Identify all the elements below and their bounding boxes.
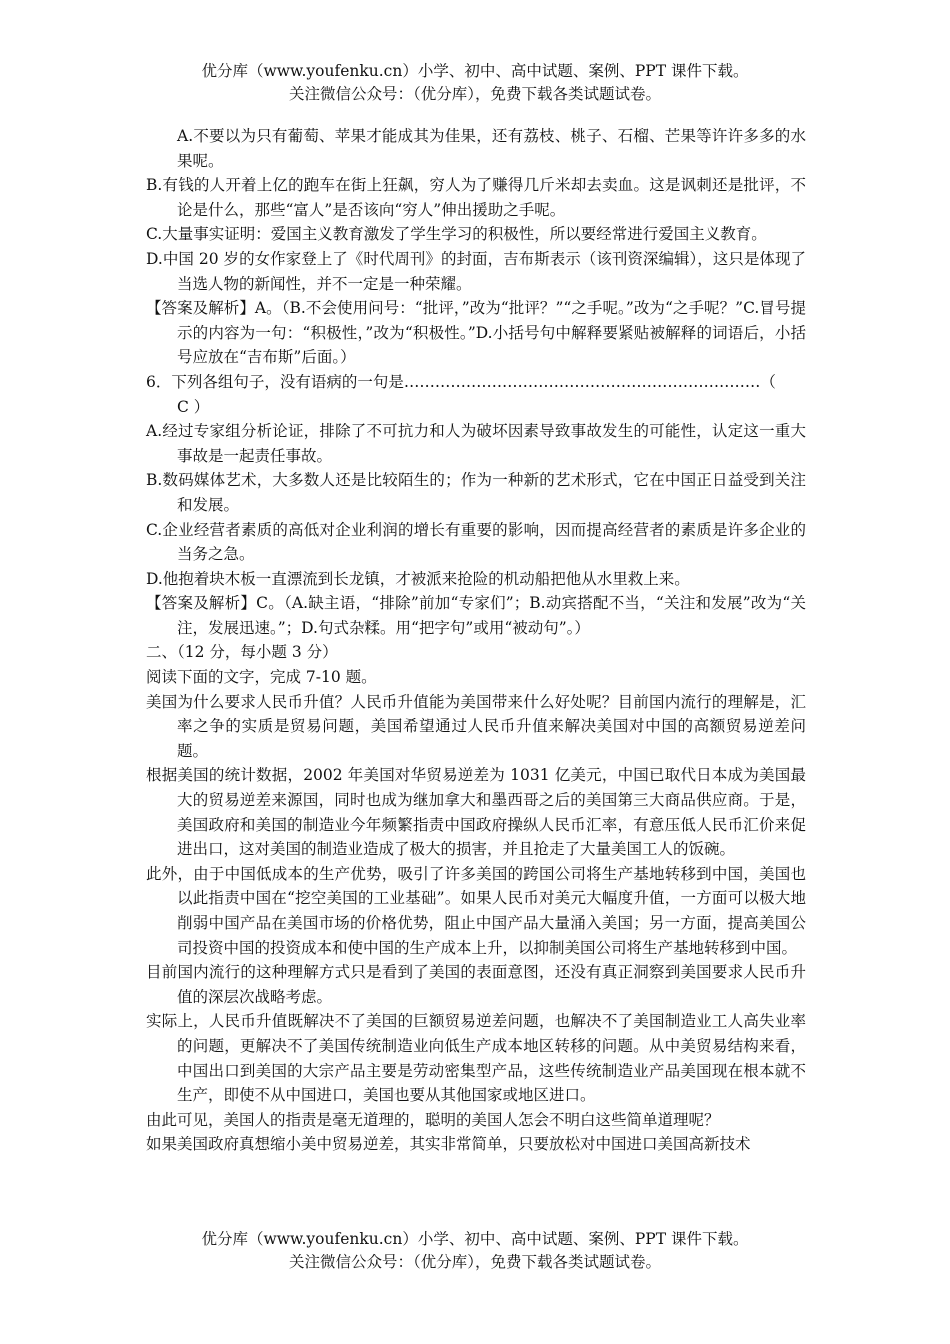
q6-question [146, 370, 806, 419]
q5-option-c: C.大量事实证明：爱国主义教育激发了学生学习的积极性，所以要经常进行爱国主义教育。 [146, 225, 767, 244]
q6-stem: 6．下列各组句子，没有语病的一句是……………………………………………………………（ [146, 372, 776, 391]
q6-answer-mark: C ） [177, 397, 210, 416]
passage-paragraph: 如果美国政府真想缩小美中贸易逆差，其实非常简单，只要放松对中国进口美国高新技术 [146, 1135, 751, 1154]
reading-instruction: 阅读下面的文字，完成 7-10 题。 [146, 668, 377, 687]
section-2-heading: 二、（12 分，每小题 3 分） [146, 643, 338, 662]
q6-option-c: C.企业经营者素质的高低对企业利润的增长有重要的影响，因而提高经营者的素质是许多企业的当务之急。 [146, 520, 806, 564]
document-body [146, 124, 806, 1157]
passage-paragraph: 由此可见，美国人的指责是毫无道理的，聪明的美国人怎会不明白这些简单道理呢？ [146, 1110, 720, 1129]
passage-paragraph: 实际上，人民币升值既解决不了美国的巨额贸易逆差问题，也解决不了美国制造业工人高失业率的问题，更解决不了美国传统制造业向低生产成本地区转移的问题。从中美贸易结构来看，中国出口到美国的大宗产品主要是劳动密集型产品，这些传统制造业产品美国现在根本就不生产，即使不从中国进口，美国也要从其他国家或地区进口。 [146, 1012, 806, 1105]
q5-option-d: D.中国 20 岁的女作家登上了《时代周刊》的封面，吉布斯表示（该刊资深编辑），这只是体现了当选人物的新闻性，并不一定是一种荣耀。 [146, 249, 806, 293]
q5-option-a: A.不要以为只有葡萄、苹果才能成其为佳果，还有荔枝、桃子、石榴、芒果等许许多多的水果呢。 [177, 127, 806, 170]
q6-stem-line [146, 370, 806, 395]
footer-line-2: 关注微信公众号：（优分库），免费下载各类试题试卷。 [288, 1253, 661, 1271]
passage-paragraph: 此外，由于中国低成本的生产优势，吸引了许多美国的跨国公司将生产基地转移到中国，美国也以此指责中国在“挖空美国的工业基础”。如果人民币对美元大幅度升值，一方面可以极大地削弱中国产品在美国市场的价格优势，阻止中国产品大量涌入美国；另一方面，提高美国公司投资中国的投资成本和使中国的生产成本上升，以抑制美国公司将生产基地转移到中国。 [146, 864, 806, 957]
q6-answer: 【答案及解析】C。（A.缺主语，“排除”前加“专家们”；B.动宾搭配不当，“关注和发展”改为“关注，发展迅速。”；D.句式杂糅。用“把字句”或用“被动句”。） [146, 594, 806, 637]
q6-option-b: B.数码媒体艺术，大多数人还是比较陌生的；作为一种新的艺术形式，它在中国正日益受到关注和发展。 [146, 471, 806, 514]
header-line-2: 关注微信公众号：（优分库），免费下载各类试题试卷。 [288, 85, 661, 103]
page-footer [0, 1228, 950, 1274]
q6-option-d: D.他抱着块木板一直漂流到长龙镇，才被派来抢险的机动船把他从水里救上来。 [146, 569, 690, 588]
footer-line-1: 优分库（www.youfenku.cn）小学、初中、高中试题、案例、PPT 课件下载。 [201, 1230, 749, 1248]
passage-paragraph: 美国为什么要求人民币升值？人民币升值能为美国带来什么好处呢？目前国内流行的理解是，汇率之争的实质是贸易问题，美国希望通过人民币升值来解决美国对中国的高额贸易逆差问题。 [146, 692, 806, 760]
passage-paragraph: 目前国内流行的这种理解方式只是看到了美国的表面意图，还没有真正洞察到美国要求人民币升值的深层次战略考虑。 [146, 963, 806, 1006]
page-header [0, 60, 950, 106]
passage-paragraph: 根据美国的统计数据，2002 年美国对华贸易逆差为 1031 亿美元，中国已取代日本成为美国最大的贸易逆差来源国，同时也成为继加拿大和墨西哥之后的美国第三大商品供应商。于是，美国政府和美国的制造业今年频繁指责中国政府操纵人民币汇率，有意压低人民币汇价来促进出口，这对美国的制造业造成了极大的损害，并且抢走了大量美国工人的饭碗。 [146, 766, 806, 859]
q6-option-a: A.经过专家组分析论证，排除了不可抗力和人为破坏因素导致事故发生的可能性，认定这一重大事故是一起责任事故。 [146, 422, 806, 465]
q5-option-b: B.有钱的人开着上亿的跑车在街上狂飙，穷人为了赚得几斤米却去卖血。这是讽刺还是批评，不论是什么，那些“富人”是否该向“穷人”伸出援助之手呢。 [146, 176, 806, 219]
header-line-1: 优分库（www.youfenku.cn）小学、初中、高中试题、案例、PPT 课件下载。 [201, 62, 749, 80]
q5-answer: 【答案及解析】A。（B.不会使用问号：“批评，”改为“批评？”“之手呢。”改为“之手呢？”C.冒号提示的内容为一句：“积极性，”改为“积极性。”D.小括号句中解释要紧贴被解释的词语后，小括号应放在“吉布斯”后面。） [146, 299, 806, 367]
